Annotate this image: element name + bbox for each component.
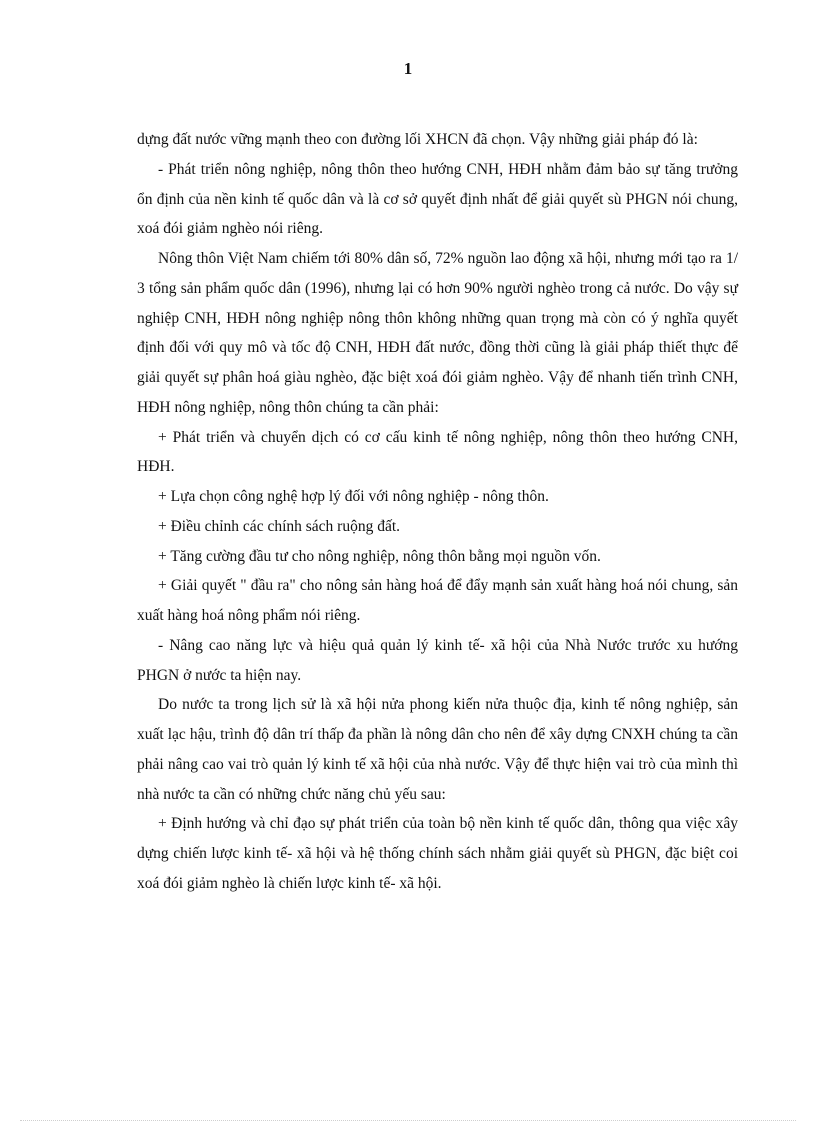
paragraph-history: Do nước ta trong lịch sử là xã hội nửa phong kiến nửa thuộc địa, kinh tế nông nghiệp, sản xuất lạc hậu, trình độ dân trí thấp đa phần là nông dân cho nên để xây dựng CNXH chúng ta cần phải nâng cao vai trò quản lý kinh tế xã hội của nhà nước. Vậy để thực hiện vai trò của mình thì nhà nước ta cần có những chức năng chủ yếu sau: — [137, 696, 738, 803]
list-item-technology: + Lựa chọn công nghệ hợp lý đối với nông nghiệp - nông thôn. — [158, 488, 549, 505]
paragraph-rural-vietnam: Nông thôn Việt Nam chiếm tới 80% dân số, 72% nguồn lao động xã hội, nhưng mới tạo ra 1/ 3 tổng sản phẩm quốc dân (1996), nhưng lại có hơn 90% người nghèo trong cả nước. Do vậy sự nghiệp CNH, HĐH nông nghiệp nông thôn không những quan trọng mà còn có ý nghĩa quyết định đối với quy mô và tốc độ CNH, HĐH đất nước, đồng thời cũng là giải pháp thiết thực để giải quyết sự phân hoá giàu nghèo, đặc biệt xoá đói giảm nghèo. Vậy để nhanh tiến trình CNH, HĐH nông nghiệp, nông thôn chúng ta cần phải: — [137, 250, 738, 416]
paragraph-continuation: dựng đất nước vững mạnh theo con đường lối XHCN đã chọn. Vậy những giải pháp đó là: — [137, 131, 698, 148]
paragraph-solution-agriculture: - Phát triển nông nghiệp, nông thôn theo hướng CNH, HĐH nhằm đảm bảo sự tăng trưởng ổn định của nền kinh tế quốc dân và là cơ sở quyết định nhất để giải quyết sù PHGN nói chung, xoá đói giảm nghèo nói riêng. — [137, 160, 738, 238]
list-item-economic-structure: + Phát triển và chuyển dịch có cơ cấu kinh tế nông nghiệp, nông thôn theo hướng CNH, HĐH. — [137, 428, 738, 476]
paragraph-solution-state-capacity: - Nâng cao năng lực và hiệu quả quản lý kinh tế- xã hội của Nhà Nước trước xu hướng PHGN ở nước ta hiện nay. — [137, 636, 738, 684]
page-number: 1 — [403, 59, 413, 78]
page-bottom-divider — [20, 1120, 796, 1121]
list-item-orientation: + Định hướng và chỉ đạo sự phát triển của toàn bộ nền kinh tế quốc dân, thông qua việc xây dựng chiến lược kinh tế- xã hội và hệ thống chính sách nhằm giải quyết sù PHGN, đặc biệt coi xoá đói giảm nghèo là chiến lược kinh tế- xã hội. — [137, 815, 738, 892]
list-item-land-policy: + Điều chỉnh các chính sách ruộng đất. — [158, 517, 401, 535]
list-item-investment: + Tăng cường đầu tư cho nông nghiệp, nông thôn bằng mọi nguồn vốn. — [158, 547, 601, 565]
list-item-output: + Giải quyết " đầu ra" cho nông sản hàng hoá để đẩy mạnh sản xuất hàng hoá nói chung, sản xuất hàng hoá nông phẩm nói riêng. — [137, 577, 738, 624]
document-body — [137, 125, 738, 899]
